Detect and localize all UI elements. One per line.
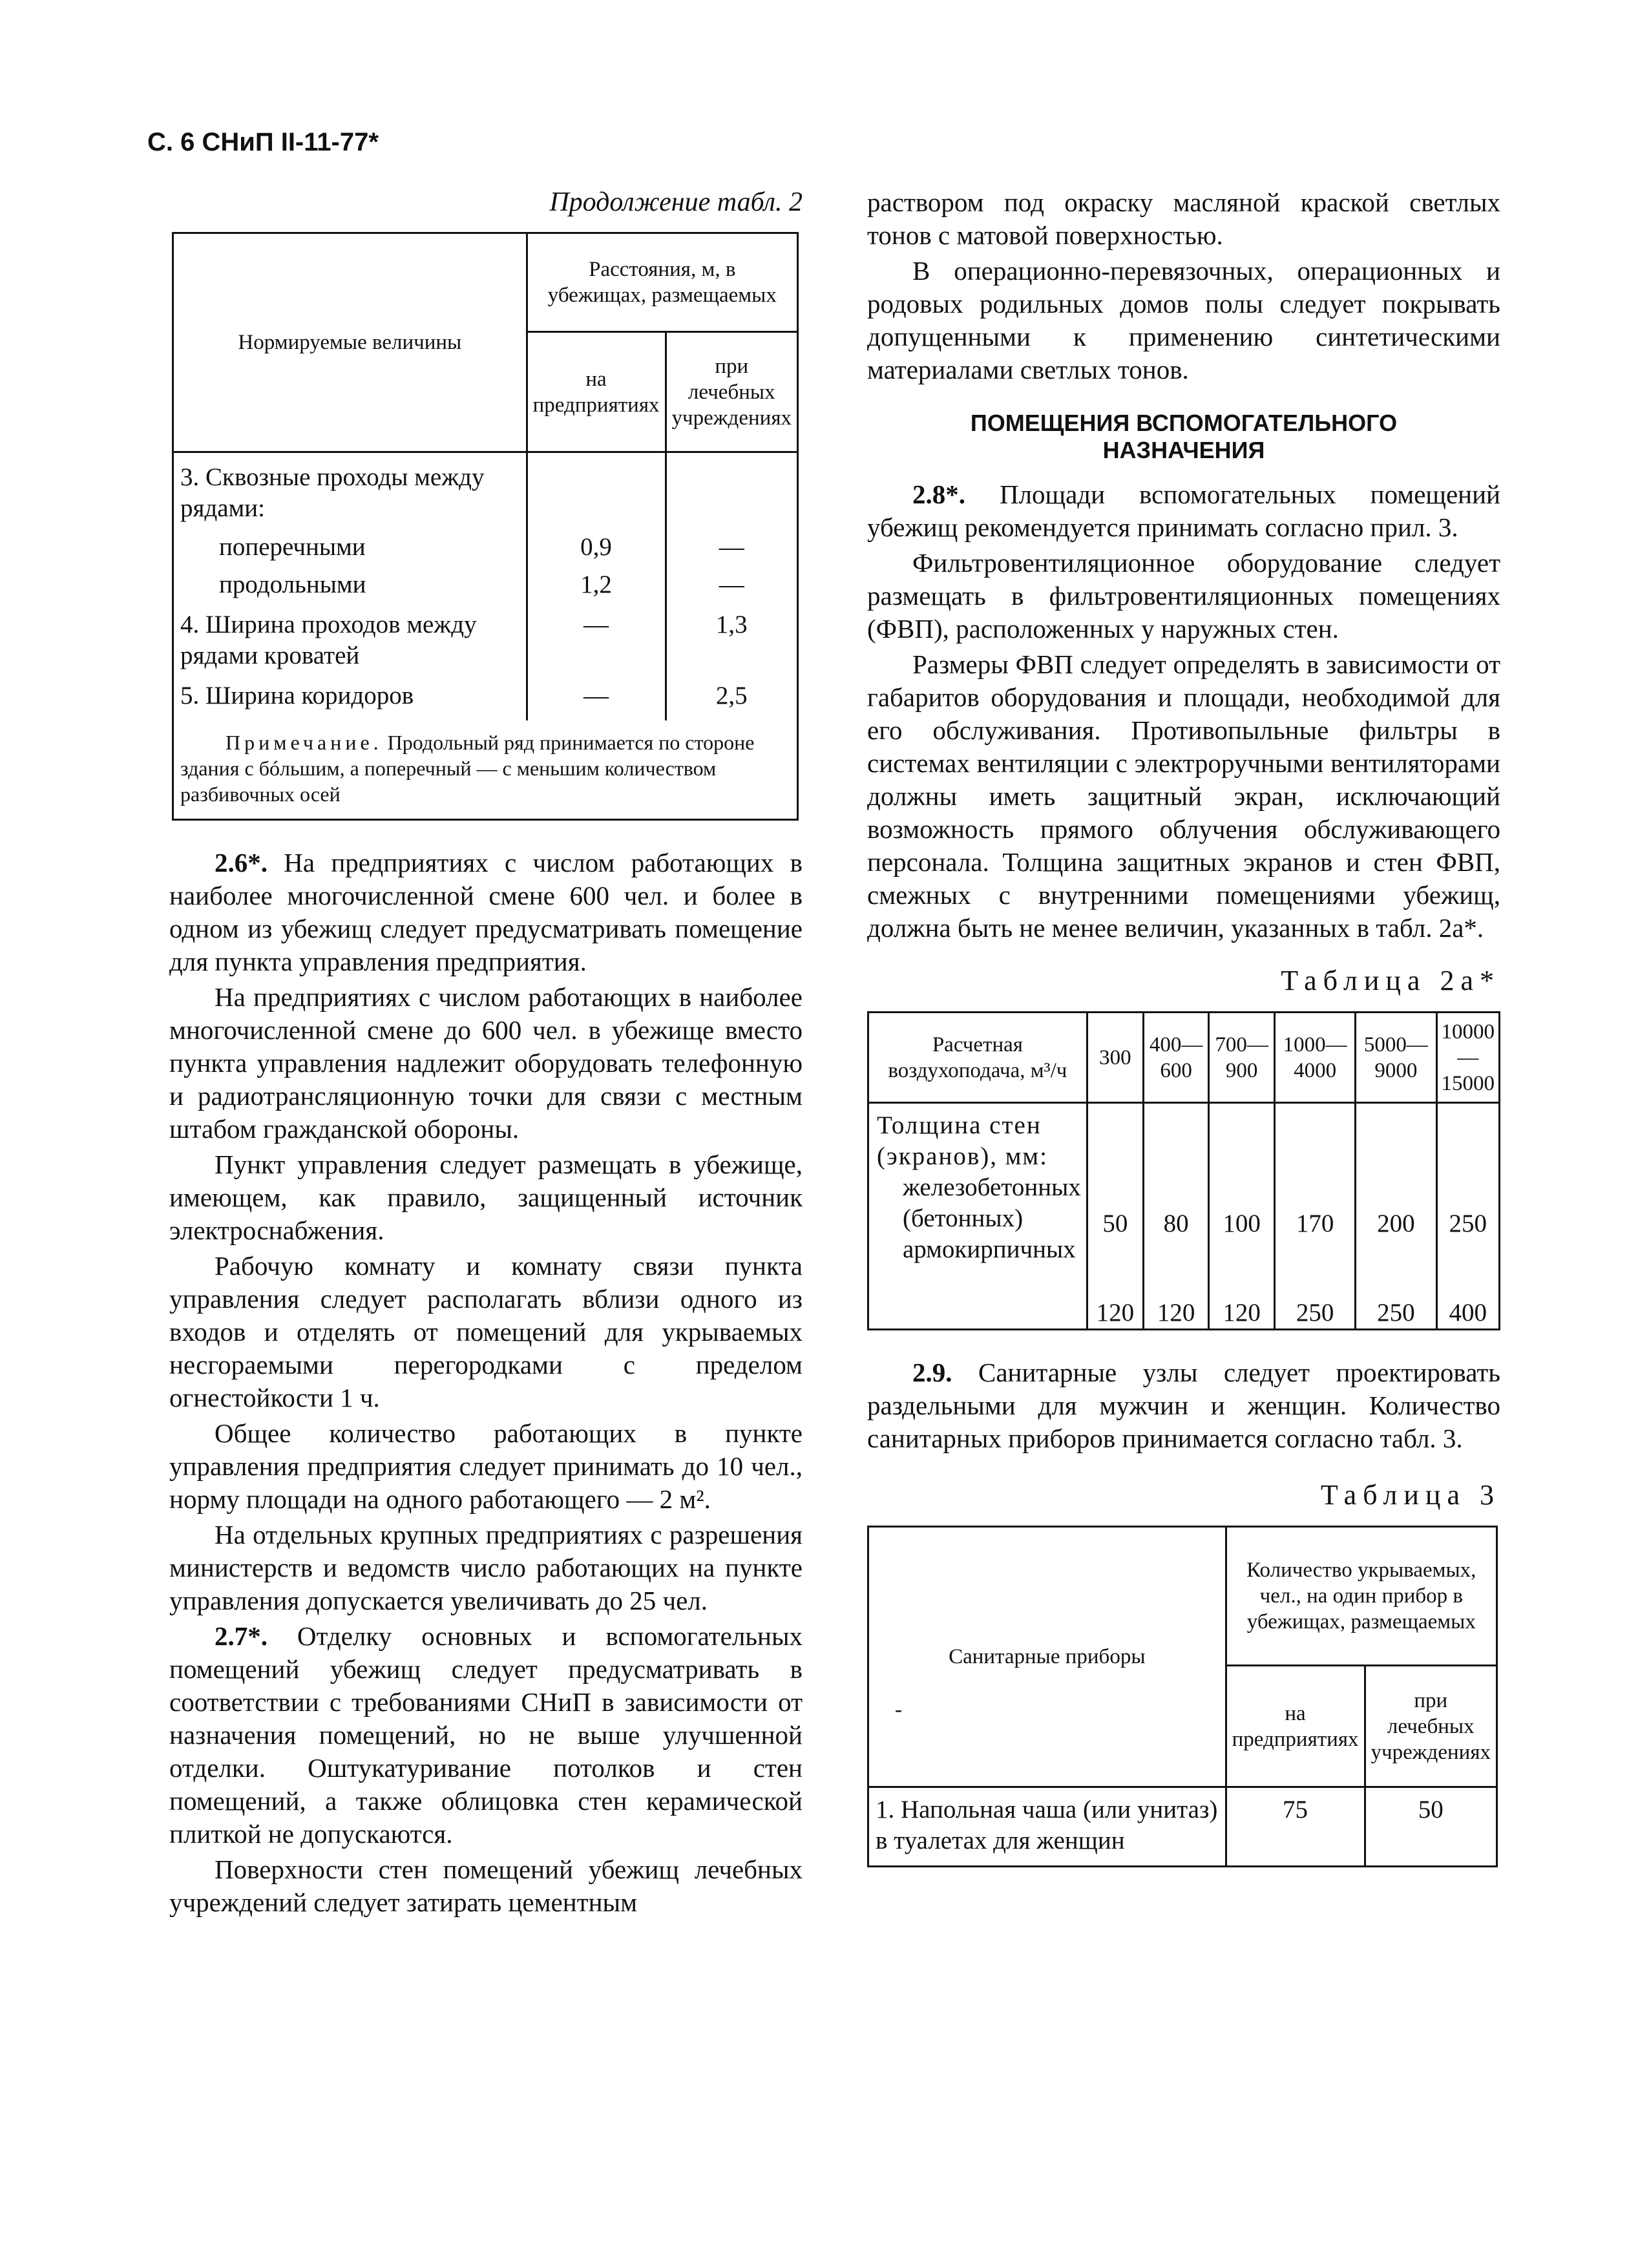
table2a-cell: 120 [1157,1299,1195,1327]
table2-sub2: при лечебных учреждениях [666,332,797,452]
paragraph-2-9 [867,1356,1500,1455]
table3-col-header [868,1527,1226,1787]
table2a-cell: 120 [1096,1299,1135,1327]
table2a-group-label: Толщина стен (экранов), мм: [877,1111,1048,1170]
table2a-col: 1000—4000 [1274,1013,1355,1103]
table2a-cell: 80 [1163,1210,1189,1237]
table2-cell: 1,2 [580,571,612,598]
clause-number: 2.7*. [215,1621,268,1651]
table2-row-label: 3. Сквозные проходы между рядами: [180,463,485,522]
table2-cell: 2,5 [715,682,748,709]
paragraph-text: Площади вспомогательных помещений убежищ рекомендуется принимать согласно прил. 3. [867,479,1500,542]
table2a-values-col [1087,1103,1143,1330]
section-heading: ПОМЕЩЕНИЯ ВСПОМОГАТЕЛЬНОГО НАЗНАЧЕНИЯ [970,410,1398,463]
table3-group-header: Количество укрываемых, чел., на один прибор в убежищах, размещаемых [1226,1527,1497,1666]
table2-row-label: продольными [219,571,366,598]
table2-body-labels [173,452,527,721]
table2 [172,232,799,821]
table2a-cell: 400 [1449,1299,1487,1327]
paragraph: Размеры ФВП следует определять в зависимости от габаритов оборудования и площади, необходимой для его обслуживания. Противопыльные фильтры в системах вентиляции с электроручными вентиляторами должны иметь защитный экран, исключающий возможность прямого облучения обслуживающего персонала. Толщина защитных экранов и стен ФВП, смежных с внутренними помещениями убежищ, должна быть не менее величин, указанных в табл. 2а*. [867,649,1500,943]
table2-cell: — [583,682,609,709]
table2-body-col1 [527,452,666,721]
paragraph-text: Санитарные узлы следует проектировать раздельными для мужчин и женщин. Количество санитарных приборов принимается согласно табл. 3. [867,1358,1500,1453]
table2a-row-labels [868,1103,1087,1330]
table2-cell [667,462,797,524]
table2a-cell: 170 [1296,1210,1334,1237]
paragraph-text: Отделку основных и вспомогательных помещений убежищ следует предусматривать в соответствии с требованиями СНиП в зависимости от назначения помещений, но не выше улучшенной отделки. Оштукатуривание потолков и стен помещений, а также облицовка стен керамической плиткой не допускаются. [169,1621,803,1849]
table2-note-text: Продольный ряд принимается по стороне здания с бóльшим, а поперечный — с меньшим количеством разбивочных осей [180,731,755,806]
table2a-cell: 200 [1377,1210,1415,1237]
table2-col-header: Нормируемые величины [173,233,527,452]
table2a-row-label: армокирпичных [903,1235,1076,1263]
table2-row-label: поперечными [219,533,366,561]
table3-cell: 75 [1226,1787,1365,1867]
table2-note [173,720,798,820]
table2a-row-label: железобетонных (бетонных) [903,1173,1081,1232]
table2a-values-col [1356,1103,1436,1330]
table2a-cell: 250 [1449,1210,1487,1237]
table2a-cell: 250 [1377,1299,1415,1327]
table2a-cell: 120 [1223,1299,1261,1327]
paragraph: Фильтровентиляционное оборудование следует размещать в фильтровентиляционных помещениях (ФВП), расположенных у наружных стен. [867,548,1500,644]
table2a-col: 400—600 [1143,1013,1209,1103]
table2a-cell: 250 [1296,1299,1334,1327]
table3-sub2: при лечебных учреждениях [1365,1666,1497,1787]
clause-number: 2.6*. [215,848,268,877]
table2-caption: Продолжение табл. 2 [549,187,803,217]
table2a-col: 5000—9000 [1356,1013,1436,1103]
table2-cell: — [583,611,609,638]
table2-row-label: 4. Ширина проходов между рядами кроватей [180,611,477,669]
table2-body-col2 [666,452,797,721]
paragraph-2-8 [867,478,1500,544]
table2-cell: 1,3 [715,611,748,638]
table3-caption: Таблица 3 [1320,1479,1500,1511]
table2-group-header: Расстояния, м, в убежищах, размещаемых [527,233,797,332]
table2a-head: Расчетная воздухоподача, м³/ч [868,1013,1087,1103]
table2a-cell: 50 [1102,1210,1128,1237]
table2-cell [528,462,665,524]
left-column [169,186,803,1919]
right-column [867,186,1500,1867]
paragraph: На предприятиях с числом работающих в наиболее многочисленной смене до 600 чел. в убежище вместо пункта управления надлежит оборудовать телефонную и радиотрансляционную точки для связи с местным штабом гражданской обороны. [169,982,803,1144]
table2a-col: 300 [1087,1013,1143,1103]
table2a-values-col [1143,1103,1209,1330]
table2a-col: 10000—15000 [1436,1013,1500,1103]
paragraph: Рабочую комнату и комнату связи пункта управления следует располагать вблизи одного из входов и отделять от помещений для укрываемых несгораемыми перегородками с пределом огнестойкости 1 ч. [169,1251,803,1412]
table2a [867,1011,1500,1330]
table3-dash: - [895,1698,902,1721]
table2a-values-col [1274,1103,1355,1330]
table2a-caption: Таблица 2а* [1281,965,1500,996]
paragraph: раствором под окраску масляной краской светлых тонов с матовой поверхностью. [867,187,1500,250]
table2a-values-col [1209,1103,1275,1330]
paragraph-2-6 [169,846,803,978]
paragraph-text: На предприятиях с числом работающих в наиболее многочисленной смене 600 чел. и более в одном из убежищ следует предусматривать помещение для пункта управления предприятия. [169,848,803,976]
paragraph: На отдельных крупных предприятиях с разрешения министерств и ведомств число работающих на пункте управления допускается увеличивать до 25 чел. [169,1520,803,1615]
table3 [867,1526,1498,1867]
table3-sub1: на предприятиях [1226,1666,1365,1787]
paragraph: В операционно-перевязочных, операционных и родовых родильных домов полы следует покрывать допущенными к применению синтетическими материалами светлых тонов. [867,256,1500,384]
table2-cell: — [719,571,744,598]
table2a-values-col [1436,1103,1500,1330]
table2-sub1: на предприятиях [527,332,666,452]
paragraph: Общее количество работающих в пункте управления предприятия следует принимать до 10 чел., норму площади на одного работающего — 2 м². [169,1418,803,1514]
table2a-cell: 100 [1223,1210,1261,1237]
table3-row-label: 1. Напольная чаша (или унитаз) в туалетах для женщин [868,1787,1226,1867]
running-header: С. 6 СНиП II-11-77* [147,128,379,156]
table2-cell: — [719,533,744,561]
table2a-col: 700—900 [1209,1013,1275,1103]
table3-col-header-text: Санитарные приборы [949,1645,1146,1668]
table2-note-label: Примечание. [226,731,383,754]
table2-cell: 0,9 [580,533,612,561]
paragraph: Пункт управления следует размещать в убежище, имеющем, как правило, защищенный источник электроснабжения. [169,1150,803,1245]
paragraph: Поверхности стен помещений убежищ лечебных учреждений следует затирать цементным [169,1854,803,1917]
clause-number: 2.8*. [912,479,965,509]
table3-cell: 50 [1365,1787,1497,1867]
clause-number: 2.9. [912,1358,952,1387]
table2-row-label: 5. Ширина коридоров [180,682,414,709]
paragraph-2-7 [169,1620,803,1851]
